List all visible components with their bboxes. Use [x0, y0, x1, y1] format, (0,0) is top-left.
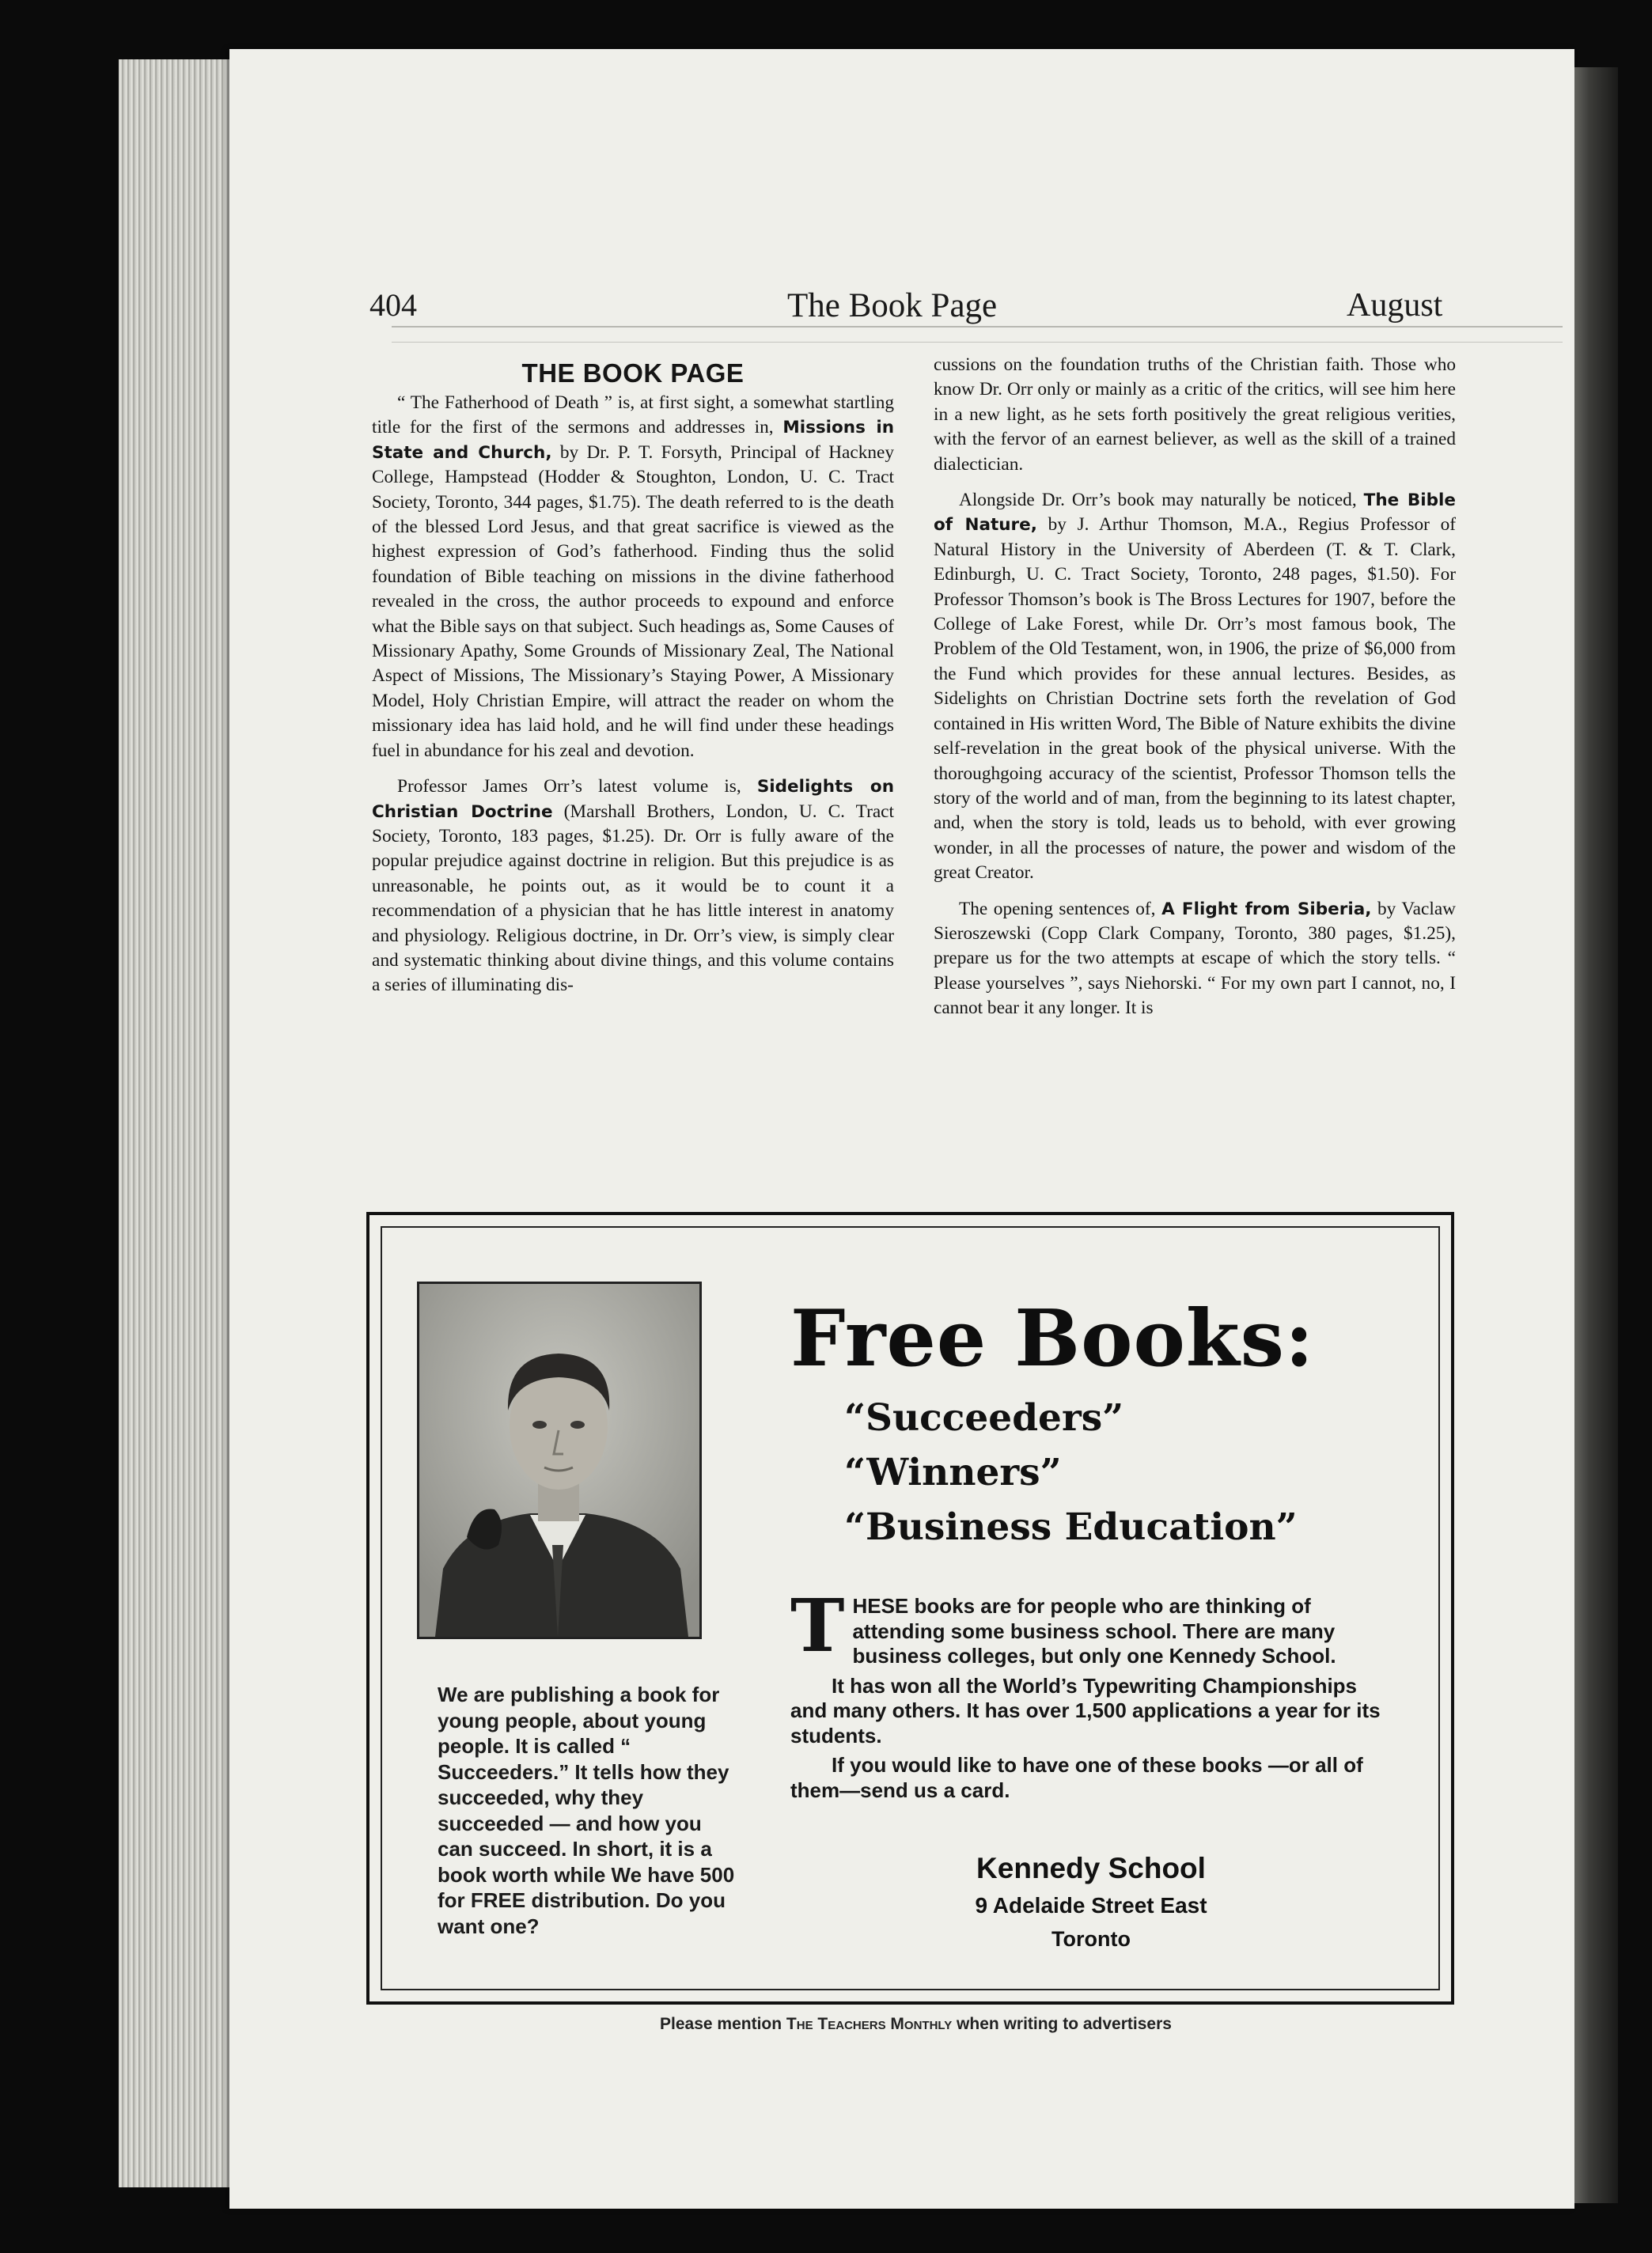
article-paragraph-3	[934, 488, 1456, 886]
footer-magazine-name: The Teachers Monthly	[786, 2015, 953, 2033]
ad-signature-name: Kennedy School	[976, 1852, 1206, 1884]
portrait-illustration	[419, 1284, 699, 1637]
ad-body-text-1: HESE books are for people who are thinking of attending some business school. There are many business colleges, but only one Kennedy School.	[852, 1594, 1336, 1668]
footer-text: Please mention	[660, 2015, 786, 2033]
running-title: The Book Page	[787, 287, 998, 324]
article-paragraph-2	[372, 774, 894, 998]
book-title-flight-from-siberia: A Flight from Siberia,	[1161, 899, 1372, 919]
article-paragraph-2-continued: cussions on the foundation truths of the Christian faith. Those who know Dr. Orr only or mainly as a critic of the critics, will see him here in a new light, as he sets forth positively the great religious verities, with the fervor of an earnest believer, as well as the skill of a trained dialectician.	[934, 354, 1456, 475]
book-title-missions: Missions in State and Church,	[372, 418, 894, 463]
ad-body-paragraph-2: It has won all the World’s Typewriting Championships and many others. It has over 1,500 applications a year for its students.	[790, 1673, 1381, 1747]
ad-body-text	[790, 1583, 1392, 1803]
ad-left-description: We are publishing a book for young people, about young people. It is called “ Succeeders.” It tells how they succeeded, why they succeeded — and how you can succeed. In short, it is a book worth while We have 500 for FREE distribution. Do you want one?	[438, 1683, 735, 1938]
book-title-bible-of-nature: The Bible of Nature,	[934, 490, 1456, 536]
issue-month: August	[1347, 287, 1443, 324]
advertiser-footer-note	[372, 2015, 1460, 2034]
book-spine-shadow	[1571, 67, 1618, 2203]
article-paragraph-1	[372, 391, 894, 763]
article-column-left	[372, 359, 894, 1182]
portrait-photo	[417, 1282, 702, 1639]
paragraph-text: by Vaclaw Sieroszewski (Copp Clark Company, Toronto, 380 pages, $1.25), prepare us for the two attempts at escape of which the story tells. “ Please yourselves ”, says Niehorski. “ For my own part I cannot, no, I cannot bear it any longer. It is	[934, 898, 1456, 1019]
paragraph-text: (Marshall Brothers, London, U. C. Tract Society, Toronto, 183 pages, $1.25). Dr. Orr is fully aware of the popular prejudice against doctrine in religion. But this prejudice is as unreasonable, he points out, as it would be to count it a recommendation of a physician that he has little interest in anatomy and physiology. Religious doctrine, in Dr. Orr’s view, is simply clear and systematic thinking about divine things, and this volume contains a series of illuminating dis-	[372, 801, 894, 996]
paragraph-text: by Dr. P. T. Forsyth, Principal of Hackney College, Hampstead (Hodder & Stoughton, London, U. C. Tract Society, Toronto, 344 pages, $1.75). The death referred to is the death of the blessed Lord Jesus, and that great sacrifice is viewed as the highest expression of God’s fatherhood. Finding thus the solid foundation of Bible teaching on missions in the divine fatherhood revealed in the cross, the author proceeds to expound and enforce what the Bible says on that subject. Such headings as, Some Causes of Missionary Apathy, Some Grounds of Missionary Zeal, The National Aspect of Missions, The Missionary’s Staying Power, A Missionary Model, Holy Christian Empire, will attract the reader on whom the missionary idea has laid hold, and he will find under these headings fuel in abundance for his zeal and devotion.	[372, 441, 894, 761]
ad-body-paragraph-1	[790, 1583, 1392, 1669]
ad-headline: Free Books:	[790, 1293, 1315, 1384]
article-paragraph-4	[934, 897, 1456, 1021]
paragraph-text: The opening sentences of,	[959, 898, 1162, 919]
ad-body-paragraph-3: If you would like to have one of these books —or all of them—send us a card.	[790, 1753, 1363, 1802]
ad-book-business-education: “Business Education”	[844, 1505, 1298, 1549]
ad-signature-address: 9 Adelaide Street East	[975, 1893, 1207, 1918]
book-title-sidelights: Sidelights on Christian Doctrine	[372, 777, 894, 822]
page-number: 404	[369, 287, 417, 323]
ad-signature-city: Toronto	[1051, 1927, 1131, 1951]
article-heading: THE BOOK PAGE	[521, 359, 745, 388]
footer-text: when writing to advertisers	[952, 2015, 1172, 2033]
ad-book-winners: “Winners”	[844, 1451, 1062, 1494]
paragraph-text: Professor James Orr’s latest volume is,	[397, 776, 757, 797]
advertisement-box	[366, 1212, 1454, 2005]
ad-book-succeeders: “Succeeders”	[844, 1396, 1124, 1440]
article-column-right	[934, 353, 1456, 1176]
paragraph-text: by J. Arthur Thomson, M.A., Regius Professor of Natural History in the University of Aberdeen (T. & T. Clark, Edinburgh, U. C. Tract Society, Toronto, 248 pages, $1.50). For Professor Thomson’s book is The Bross Lectures for 1907, before the College of Lake Forest, while Dr. Orr’s most famous book, The Problem of the Old Testament, won, in 1906, the prize of $6,000 from the Fund which provides for these annual lectures. Besides, as Sidelights on Christian Doctrine sets forth the revelation of God contained in His written Word, The Bible of Nature exhibits the divine self-revelation in the great book of the physical universe. With the thoroughgoing accuracy of the scientist, Professor Thomson tells the story of the world and of man, from the beginning to its latest chapter, and, when the story is told, leads us to behold, with ever growing wonder, in all the processes of nature, the power and wisdom of the great Creator.	[934, 514, 1456, 884]
magazine-page	[229, 49, 1574, 2209]
paragraph-text: “ The Fatherhood of Death ” is, at first sight, a somewhat startling title for the first of the sermons and addresses in,	[372, 392, 894, 438]
header-rule	[392, 326, 1563, 343]
paragraph-text: Alongside Dr. Orr’s book may naturally be noticed,	[959, 490, 1364, 511]
drop-cap: T	[790, 1583, 845, 1668]
